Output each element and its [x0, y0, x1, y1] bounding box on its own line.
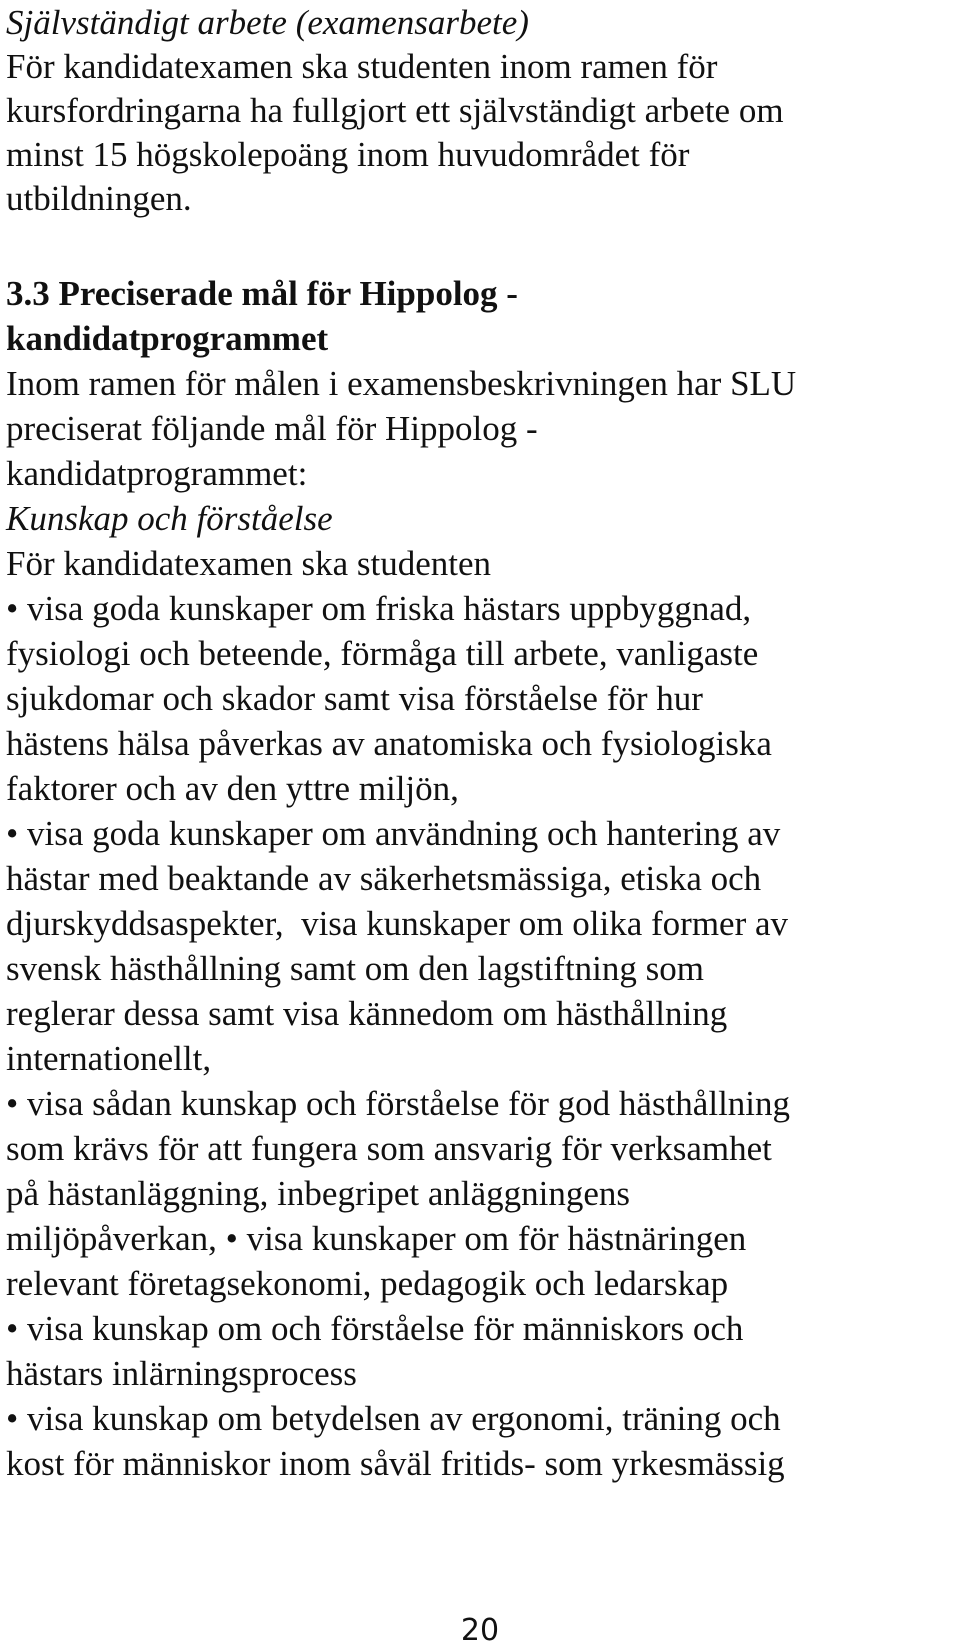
- bullet-text-line: • visa kunskap om och förståelse för människors och: [6, 1309, 744, 1348]
- paragraph-line: kursfordringarna ha fullgjort ett självständigt arbete om: [6, 91, 784, 130]
- paragraph-line: minst 15 högskolepoäng inom huvudområdet för: [6, 135, 690, 174]
- paragraph-line: utbildningen.: [6, 179, 192, 218]
- paragraph-line: preciserat följande mål för Hippolog -: [6, 409, 538, 448]
- bullet-text-line: sjukdomar och skador samt visa förståelse för hur: [6, 679, 703, 718]
- bullet-text-line: • visa goda kunskaper om friska hästars uppbyggnad,: [6, 589, 752, 628]
- section-heading-independent-work: Självständigt arbete (examensarbete): [6, 3, 529, 42]
- bullet-text-line: kost för människor inom såväl fritids- som yrkesmässig: [6, 1444, 785, 1483]
- paragraph-line: För kandidatexamen ska studenten inom ramen för: [6, 47, 718, 86]
- bullet-text-line: • visa kunskap om betydelsen av ergonomi, träning och: [6, 1399, 781, 1438]
- bullet-text-line: på hästanläggning, inbegripet anläggningens: [6, 1174, 631, 1213]
- paragraph-line: kandidatprogrammet:: [6, 454, 308, 493]
- bullet-text-line: miljöpåverkan, • visa kunskaper om för hästnäringen: [6, 1219, 747, 1258]
- section-heading-3-3: 3.3 Preciserade mål för Hippolog -: [6, 274, 518, 313]
- paragraph-line: Inom ramen för målen i examensbeskrivningen har SLU: [6, 364, 797, 403]
- bullet-text-line: faktorer och av den yttre miljön,: [6, 769, 459, 808]
- bullet-text-line: som krävs för att fungera som ansvarig för verksamhet: [6, 1129, 772, 1168]
- bullet-text-line: fysiologi och beteende, förmåga till arbete, vanligaste: [6, 634, 759, 673]
- bullet-text-line: • visa sådan kunskap och förståelse för god hästhållning: [6, 1084, 791, 1123]
- bullet-text-line: relevant företagsekonomi, pedagogik och ledarskap: [6, 1264, 729, 1303]
- bullet-text-line: hästars inlärningsprocess: [6, 1354, 357, 1393]
- bullet-text-line: djurskyddsaspekter, visa kunskaper om olika former av: [6, 904, 789, 943]
- bullet-text-line: • visa goda kunskaper om användning och hantering av: [6, 814, 781, 853]
- lead-line: För kandidatexamen ska studenten: [6, 544, 492, 583]
- bullet-text-line: hästens hälsa påverkas av anatomiska och fysiologiska: [6, 724, 772, 763]
- subheading-knowledge-understanding: Kunskap och förståelse: [6, 499, 333, 538]
- bullet-text-line: reglerar dessa samt visa kännedom om hästhållning: [6, 994, 728, 1033]
- bullet-text-line: internationellt,: [6, 1039, 212, 1078]
- page-number: 20: [460, 1613, 500, 1648]
- section-heading-3-3-continued: kandidatprogrammet: [6, 319, 329, 358]
- bullet-text-line: hästar med beaktande av säkerhetsmässiga, etiska och: [6, 859, 762, 898]
- bullet-text-line: svensk hästhållning samt om den lagstiftning som: [6, 949, 705, 988]
